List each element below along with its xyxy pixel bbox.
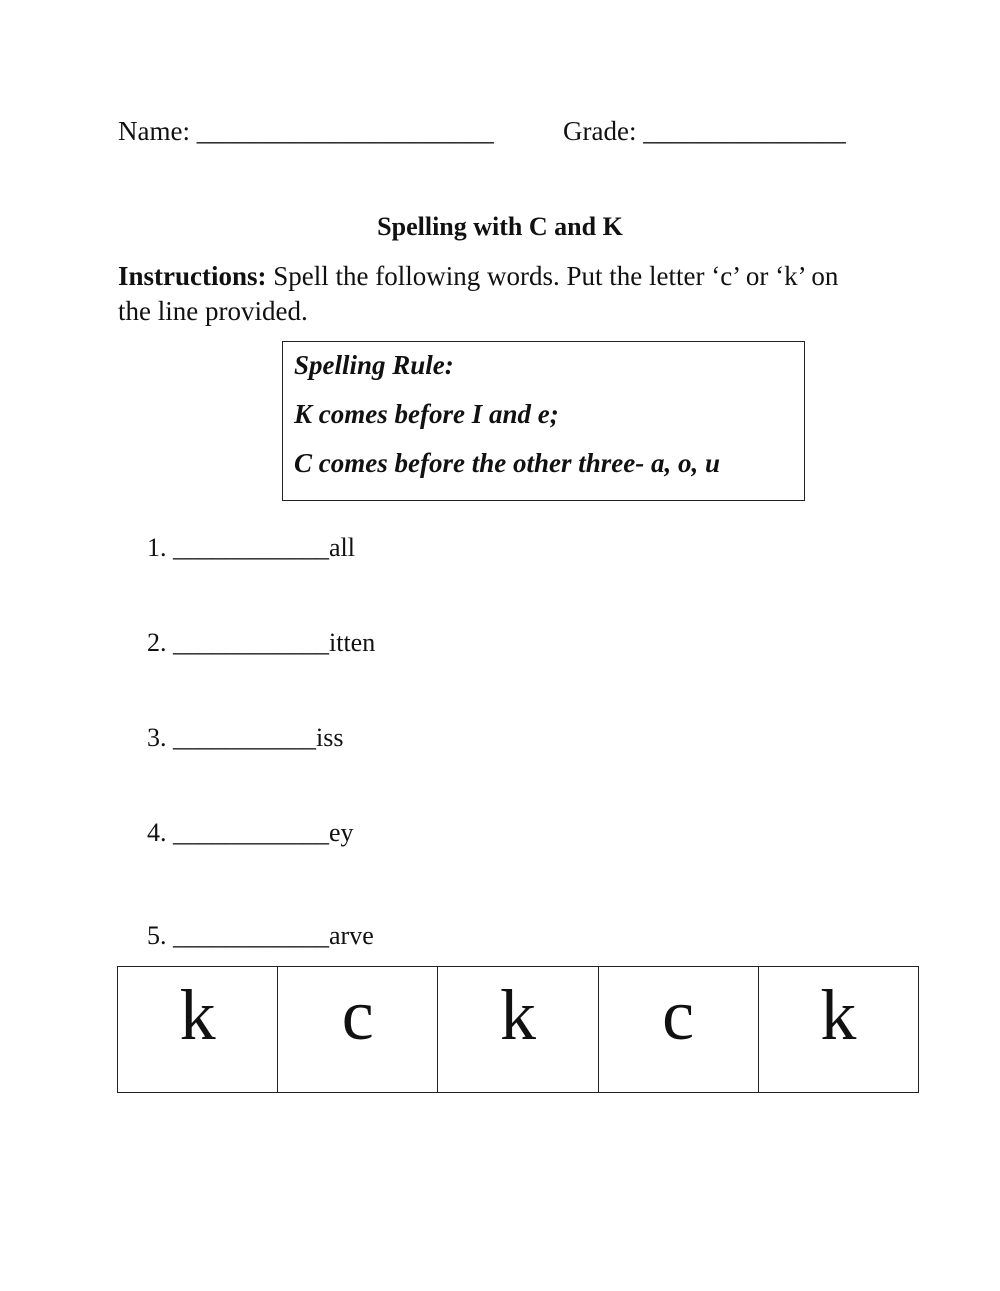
word-ending: ey [329,818,354,847]
answer-blank[interactable]: ____________ [173,818,329,847]
list-item [147,921,374,951]
grade-field-label: Grade: _______________ [563,116,846,146]
answer-blank[interactable]: ____________ [173,921,329,950]
item-number: 5. [147,921,167,950]
word-ending: iss [316,723,344,752]
word-ending: arve [329,921,374,950]
rule-line-c: C comes before the other three- a, o, u [294,448,720,478]
word-ending: all [329,533,355,562]
letter-tile[interactable]: k [438,967,598,1093]
spelling-rule-box [282,341,805,501]
letter-tile[interactable]: c [278,967,438,1093]
rule-heading: Spelling Rule: [294,350,454,380]
instructions [118,259,878,329]
answer-blank[interactable]: ___________ [173,723,316,752]
instructions-text: Spell the following words. Put the letter ‘c’ or ‘k’ on the line provided. [118,261,839,326]
answer-blank[interactable]: ____________ [173,533,329,562]
list-item [147,723,343,753]
list-item [147,818,354,848]
letter-tile[interactable]: k [758,967,918,1093]
answer-blank[interactable]: ____________ [173,628,329,657]
name-field-label: Name: ______________________ [118,116,494,146]
item-number: 4. [147,818,167,847]
letter-tiles-table [117,966,919,1093]
item-number: 1. [147,533,167,562]
rule-line-k: K comes before I and e; [294,399,559,429]
item-number: 2. [147,628,167,657]
item-number: 3. [147,723,167,752]
letter-tile[interactable]: k [118,967,278,1093]
word-ending: itten [329,628,376,657]
list-item [147,533,355,563]
worksheet-title: Spelling with C and K [377,212,623,241]
letter-tile[interactable]: c [598,967,758,1093]
instructions-label: Instructions: [118,261,267,291]
list-item [147,628,375,658]
